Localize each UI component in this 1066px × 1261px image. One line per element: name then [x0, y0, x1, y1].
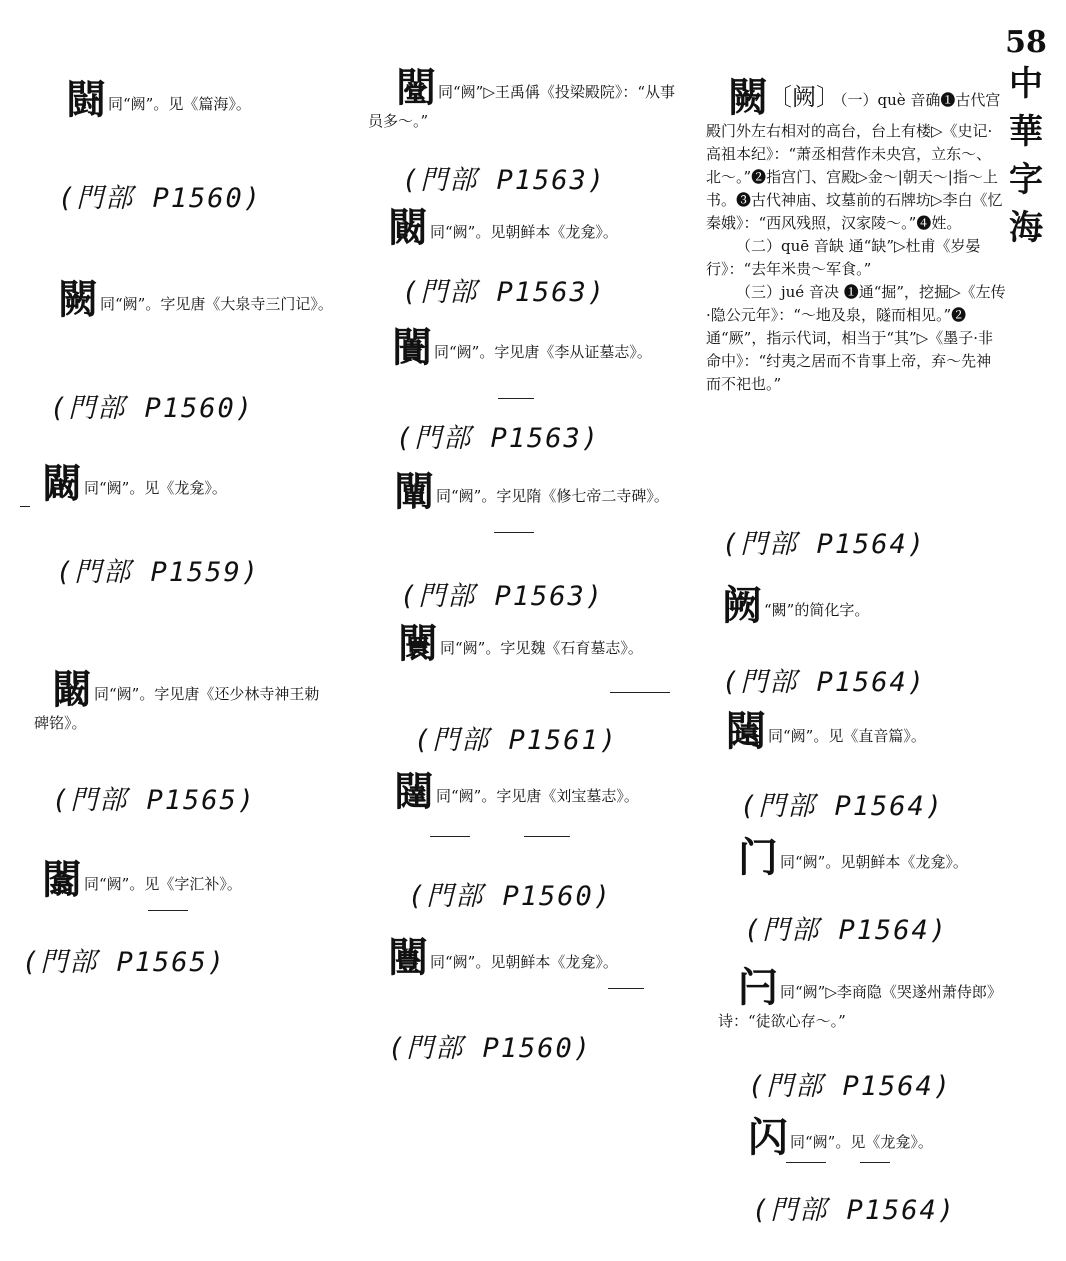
- definition: 同“阙”。字见隋《修七帝二寺碑》。: [436, 487, 669, 505]
- underline-mark: [786, 1162, 826, 1163]
- sense-group-3: （三）jué 音决 ❶通“掘”，挖掘▷《左传·隐公元年》：“～地及泉，隧而相见。”❷通“厥”，指示代词，相当于“其”▷《墨子·非命中》：“纣夷之居而不肯事上帝，弃～先神而不祀也。”: [706, 283, 1006, 393]
- definition: 同“阙”。见《字汇补》。: [84, 875, 242, 893]
- dict-entry: [366, 470, 676, 514]
- dict-entry: [42, 858, 302, 902]
- sense-group-1: （一）què 音确❶古代宫殿门外左右相对的高台，台上有楼▷《史记·高祖本纪》：“萧丞相营作未央宫，立东～、北～。”❷指宫门、宫殿▷金～|朝天～|指～上书。❸古代神庙、坟墓前的石牌坊▷李白《忆秦娥》：“西风残照，汉家陵～。”❹姓。: [706, 91, 1003, 232]
- handwritten-note: (門部 P1559): [56, 557, 261, 588]
- handwritten-note: (門部 P1564): [744, 915, 949, 946]
- headword: 门: [738, 834, 778, 881]
- headword: 闥: [394, 768, 434, 815]
- headword: 闠: [392, 324, 432, 371]
- headword: 闡: [394, 468, 434, 515]
- dict-entry: [366, 770, 676, 814]
- title-char: 海: [1009, 208, 1043, 248]
- handwritten-note: (門部 P1563): [400, 581, 605, 612]
- dict-entry: [34, 668, 334, 734]
- dict-entry: [722, 584, 1022, 628]
- page-number: 58: [1005, 25, 1047, 60]
- dict-entry: [388, 206, 688, 250]
- handwritten-note: (門部 P1561): [414, 725, 619, 756]
- underline-mark: [608, 988, 644, 989]
- handwritten-note: (門部 P1564): [740, 791, 945, 822]
- headword: 闪: [748, 1114, 788, 1161]
- definition: 同“阙”。见《篇海》。: [108, 95, 251, 113]
- definition: 同“阙”。见朝鲜本《龙龛》。: [430, 953, 618, 971]
- underline-mark: [524, 836, 570, 837]
- definition: 同“阙”。字见唐《刘宝墓志》。: [436, 787, 639, 805]
- definition: 同“阙”。见《直音篇》。: [768, 727, 926, 745]
- dict-entry: [738, 836, 1038, 880]
- definition: 同“阙”。字见唐《还少林寺神王勅碑铭》。: [34, 685, 320, 732]
- definition: 同“阙”▷李商隐《哭遂州萧侍郎》诗：“徒欲心存～。”: [718, 983, 1002, 1030]
- definition: 同“阙”。见《龙龛》。: [84, 479, 227, 497]
- title-char: 華: [1009, 112, 1043, 152]
- handwritten-note: (門部 P1564): [722, 667, 927, 698]
- definition: 同“阙”。字见魏《石育墓志》。: [440, 639, 643, 657]
- headword: 闞: [52, 666, 92, 713]
- dict-entry: [42, 462, 302, 506]
- underline-mark: [20, 506, 30, 507]
- definition: 同“阙”▷王禹偁《投梁殿院》：“从事员多～。”: [368, 83, 676, 130]
- definition: 同“阙”。字见唐《李从证墓志》。: [434, 343, 652, 361]
- headword: 闘: [66, 76, 106, 123]
- headword: 闧: [726, 708, 766, 755]
- definition: 同“阙”。见朝鲜本《龙龛》。: [780, 853, 968, 871]
- headword: 阙: [722, 582, 762, 629]
- handwritten-note: (門部 P1565): [22, 947, 227, 978]
- side-title: [1000, 26, 1052, 252]
- handwritten-note: (門部 P1563): [402, 165, 607, 196]
- simplified-form: 〔阙〕: [768, 83, 840, 111]
- headword: 闤: [398, 620, 438, 667]
- underline-mark: [430, 836, 470, 837]
- handwritten-note: (門部 P1560): [388, 1033, 593, 1064]
- definition: “闕”的简化字。: [764, 601, 870, 619]
- headword: 闟: [42, 856, 82, 903]
- handwritten-note: (門部 P1560): [58, 183, 263, 214]
- handwritten-note: (門部 P1565): [52, 785, 257, 816]
- headword: 闕: [728, 74, 768, 121]
- dict-entry: [366, 326, 676, 370]
- sense-group-2: （二）quē 音缺 通“缺”▷杜甫《岁晏行》：“去年米贵～军食。”: [706, 237, 981, 278]
- handwritten-note: (門部 P1563): [396, 423, 601, 454]
- handwritten-note: (門部 P1564): [752, 1195, 957, 1226]
- dict-entry: [388, 936, 688, 980]
- definition: 同“阙”。字见唐《大泉寺三门记》。: [100, 295, 333, 313]
- headword: 闦: [388, 934, 428, 981]
- underline-mark: [148, 910, 188, 911]
- underline-mark: [610, 692, 670, 693]
- handwritten-note: (門部 P1564): [748, 1071, 953, 1102]
- main-dict-entry: [706, 76, 1006, 396]
- headword: 闕: [58, 276, 98, 323]
- handwritten-note: (門部 P1563): [402, 277, 607, 308]
- headword: 闩: [738, 964, 778, 1011]
- dict-entry: [34, 278, 334, 322]
- title-char: 字: [1009, 160, 1043, 200]
- handwritten-note: (門部 P1564): [722, 529, 927, 560]
- underline-mark: [494, 532, 534, 533]
- dict-entry: [748, 1116, 1028, 1160]
- handwritten-note: (門部 P1560): [408, 881, 613, 912]
- headword: 闝: [388, 204, 428, 251]
- dict-entry: [368, 66, 678, 132]
- definition: 同“阙”。见《龙龛》。: [790, 1133, 933, 1151]
- headword: 闛: [396, 64, 436, 111]
- dict-entry: [66, 78, 326, 122]
- handwritten-note: (門部 P1560): [50, 393, 255, 424]
- headword: 闙: [42, 460, 82, 507]
- underline-mark: [498, 398, 534, 399]
- underline-mark: [860, 1162, 890, 1163]
- dict-entry: [718, 966, 1018, 1032]
- definition: 同“阙”。见朝鲜本《龙龛》。: [430, 223, 618, 241]
- title-char: 中: [1009, 64, 1043, 104]
- dict-entry: [368, 622, 678, 666]
- dict-entry: [726, 710, 1026, 754]
